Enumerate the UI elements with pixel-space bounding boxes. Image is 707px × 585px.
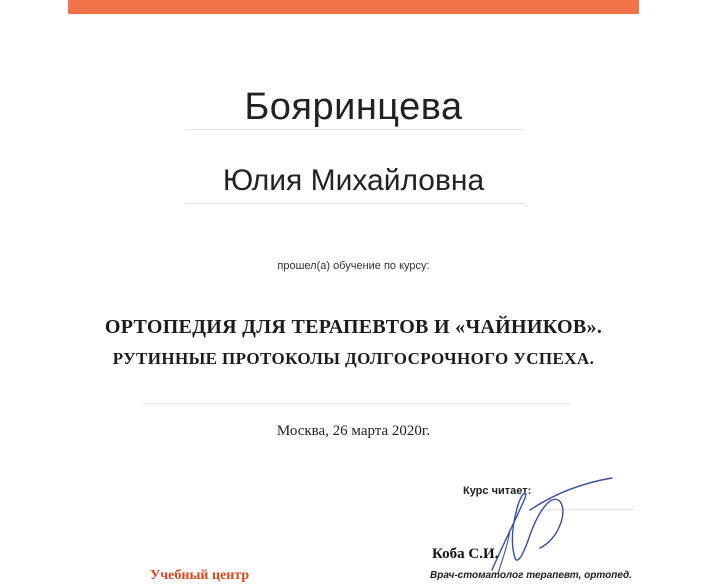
course-title-line2: РУТИННЫЕ ПРОТОКОЛЫ ДОЛГОСРОЧНОГО УСПЕХА. <box>112 349 595 368</box>
course-rule <box>140 403 570 404</box>
training-center-name: Учебный центр <box>150 568 250 583</box>
given-names-rule <box>185 203 525 204</box>
lecturer-title: Врач-стоматолог терапевт, ортопед. <box>430 570 632 581</box>
signature-icon <box>470 470 630 580</box>
surname-rule <box>185 129 525 130</box>
place-date: Москва, 26 марта 2020г. <box>276 423 431 439</box>
recipient-surname: Бояринцева <box>244 86 463 128</box>
lecturer-name: Коба С.И. <box>432 546 499 562</box>
lecturer-label: Курс читает: <box>463 485 532 497</box>
recipient-given-names: Юлия Михайловна <box>222 164 485 197</box>
course-intro: прошел(а) обучение по курсу: <box>277 260 430 272</box>
course-title-line1: ОРТОПЕДИЯ ДЛЯ ТЕРАПЕВТОВ И «ЧАЙНИКОВ». <box>104 316 603 338</box>
top-accent-band <box>68 0 639 14</box>
